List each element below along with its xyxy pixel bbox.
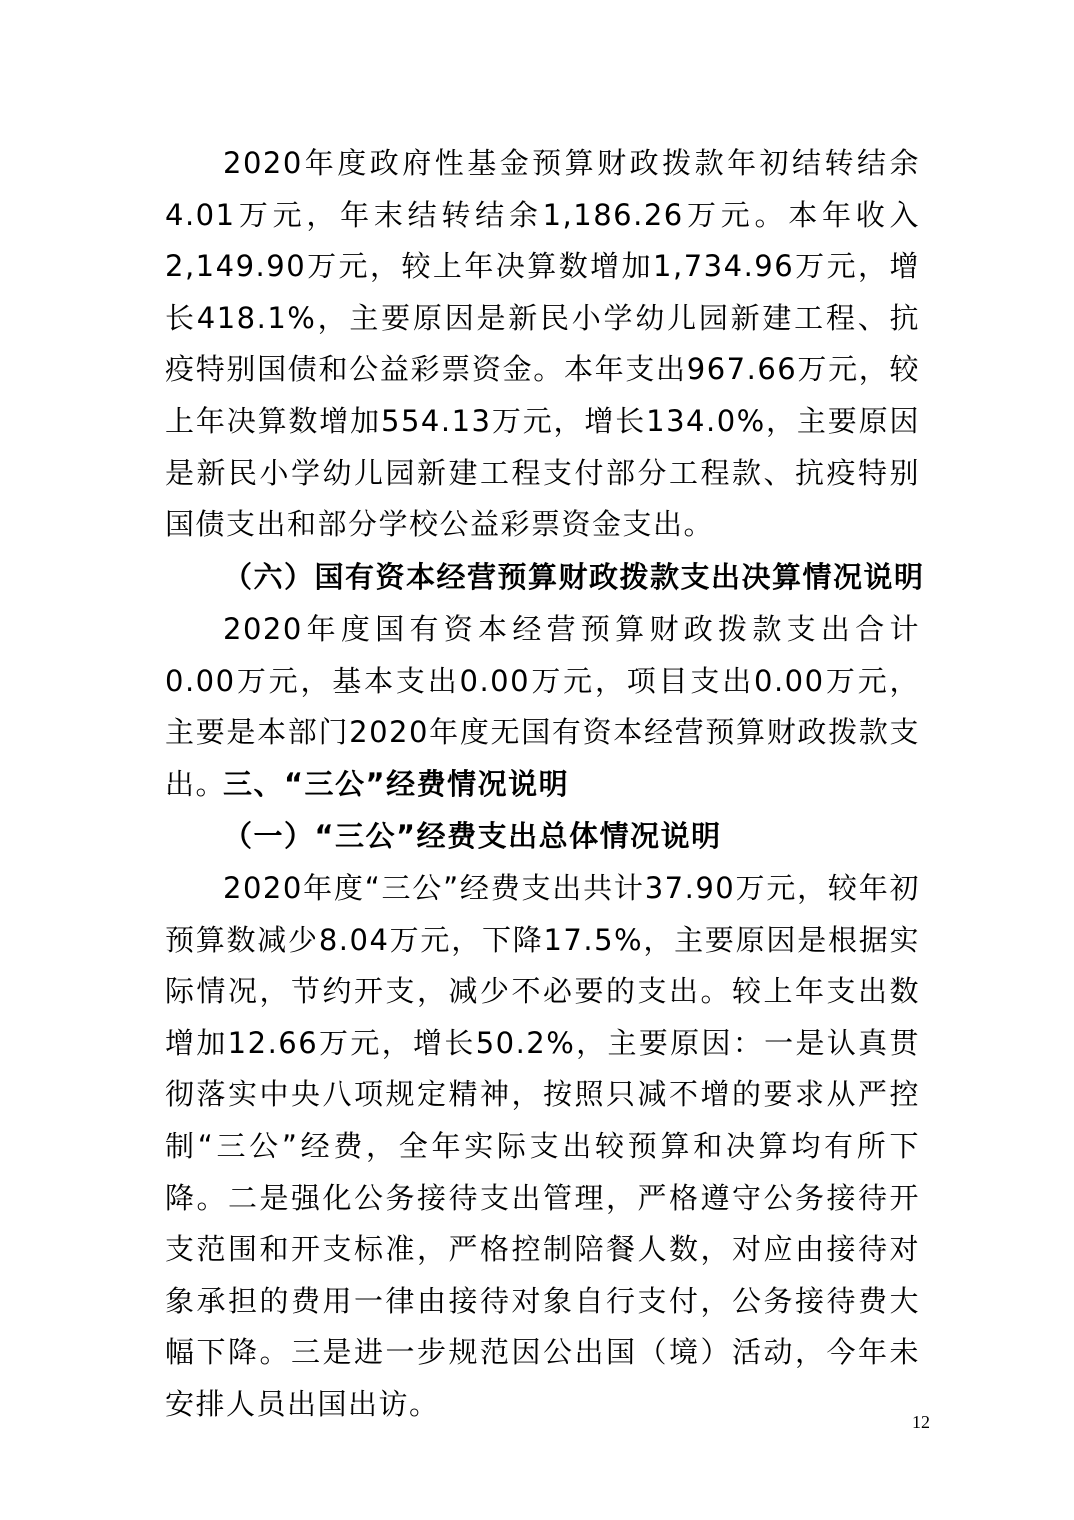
paragraph-state-capital: 2020年度国有资本经营预算财政拨款支出合计0.00万元，基本支出0.00万元，项目支出0.00万元，主要是本部门2020年度无国有资本经营预算财政拨款支出。 [165, 612, 920, 801]
paragraph-three-public-expenses: 2020年度“三公”经费支出共计37.90万元，较年初预算数减少8.04万元，下降17.5%，主要原因是根据实际情况，节约开支，减少不必要的支出。较上年支出数增加12.66万元，增长50.2%，主要原因：一是认真贯彻落实中央八项规定精神，按照只减不增的要求从严控制“三公”经费，全年实际支出较预算和决算均有所下降。二是强化公务接待支出管理，严格遵守公务接待开支范围和开支标准，严格控制陪餐人数，对应由接待对象承担的费用一律由接待对象自行支付，公务接待费大幅下降。三是进一步规范因公出国（境）活动，今年未安排人员出国出访。 [165, 871, 920, 1421]
paragraph-government-fund: 2020年度政府性基金预算财政拨款年初结转结余4.01万元，年末结转结余1,186.26万元。本年收入2,149.90万元，较上年决算数增加1,734.96万元，增长418.1%，主要原因是新民小学幼儿园新建工程、抗疫特别国债和公益彩票资金。本年支出967.66万元，较上年决算数增加554.13万元，增长134.0%，主要原因是新民小学幼儿园新建工程支付部分工程款、抗疫特别国债支出和部分学校公益彩票资金支出。 [165, 146, 920, 542]
heading-section-six: （六）国有资本经营预算财政拨款支出决算情况说明 [223, 560, 925, 594]
page-number: 12 [912, 1412, 930, 1432]
heading-section-one: （一）“三公”经费支出总体情况说明 [223, 819, 722, 853]
heading-part-three: 三、“三公”经费情况说明 [223, 767, 570, 801]
